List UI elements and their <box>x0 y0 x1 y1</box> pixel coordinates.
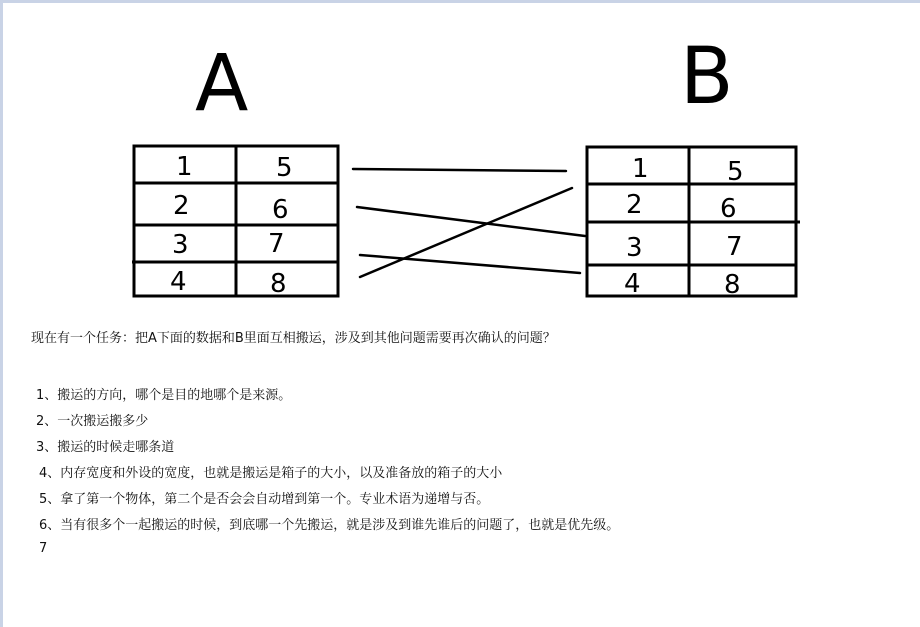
table-b-cell: 2 <box>626 190 643 220</box>
connector-lines <box>353 169 585 277</box>
label-b: B <box>680 32 734 122</box>
connector-line <box>353 169 566 171</box>
table-a-cell: 8 <box>270 269 287 299</box>
list-item: 6、当有很多个一起搬运的时候，到底哪一个先搬运，就是涉及到谁先谁后的问题了，也就是优先级。 <box>39 518 620 533</box>
table-b-cell: 3 <box>626 233 643 263</box>
list-item: 1、搬运的方向，哪个是目的地哪个是来源。 <box>36 388 292 403</box>
label-a: A <box>195 39 249 129</box>
table-b-cell: 8 <box>724 270 741 300</box>
table-b <box>587 147 800 296</box>
table-b-cells <box>624 154 744 300</box>
list-item: 3、搬运的时候走哪条道 <box>36 440 175 455</box>
list-item: 2、一次搬运搬多少 <box>36 414 149 429</box>
task-question: 现在有一个任务：把A下面的数据和B里面互相搬运，涉及到其他问题需要再次确认的问题？ <box>31 331 556 346</box>
table-a-cell: 5 <box>276 153 293 183</box>
list-item: 7 <box>39 541 48 556</box>
table-b-cell: 6 <box>720 194 737 224</box>
table-b-cell: 5 <box>727 157 744 187</box>
table-b-cell: 4 <box>624 269 641 299</box>
table-b-cell: 1 <box>632 154 649 184</box>
list-item: 5、拿了第一个物体，第二个是否会会自动增到第一个。专业术语为递增与否。 <box>39 492 490 507</box>
table-a-cell: 1 <box>176 152 193 182</box>
table-a-cell: 2 <box>173 191 190 221</box>
table-a-cell: 4 <box>170 267 187 297</box>
table-a-cell: 3 <box>172 230 189 260</box>
table-a-cell: 7 <box>268 229 285 259</box>
table-b-cell: 7 <box>726 232 743 262</box>
table-a <box>132 146 338 296</box>
table-a-cell: 6 <box>272 195 289 225</box>
list-item: 4、内存宽度和外设的宽度，也就是搬运是箱子的大小，以及准备放的箱子的大小 <box>39 466 503 481</box>
